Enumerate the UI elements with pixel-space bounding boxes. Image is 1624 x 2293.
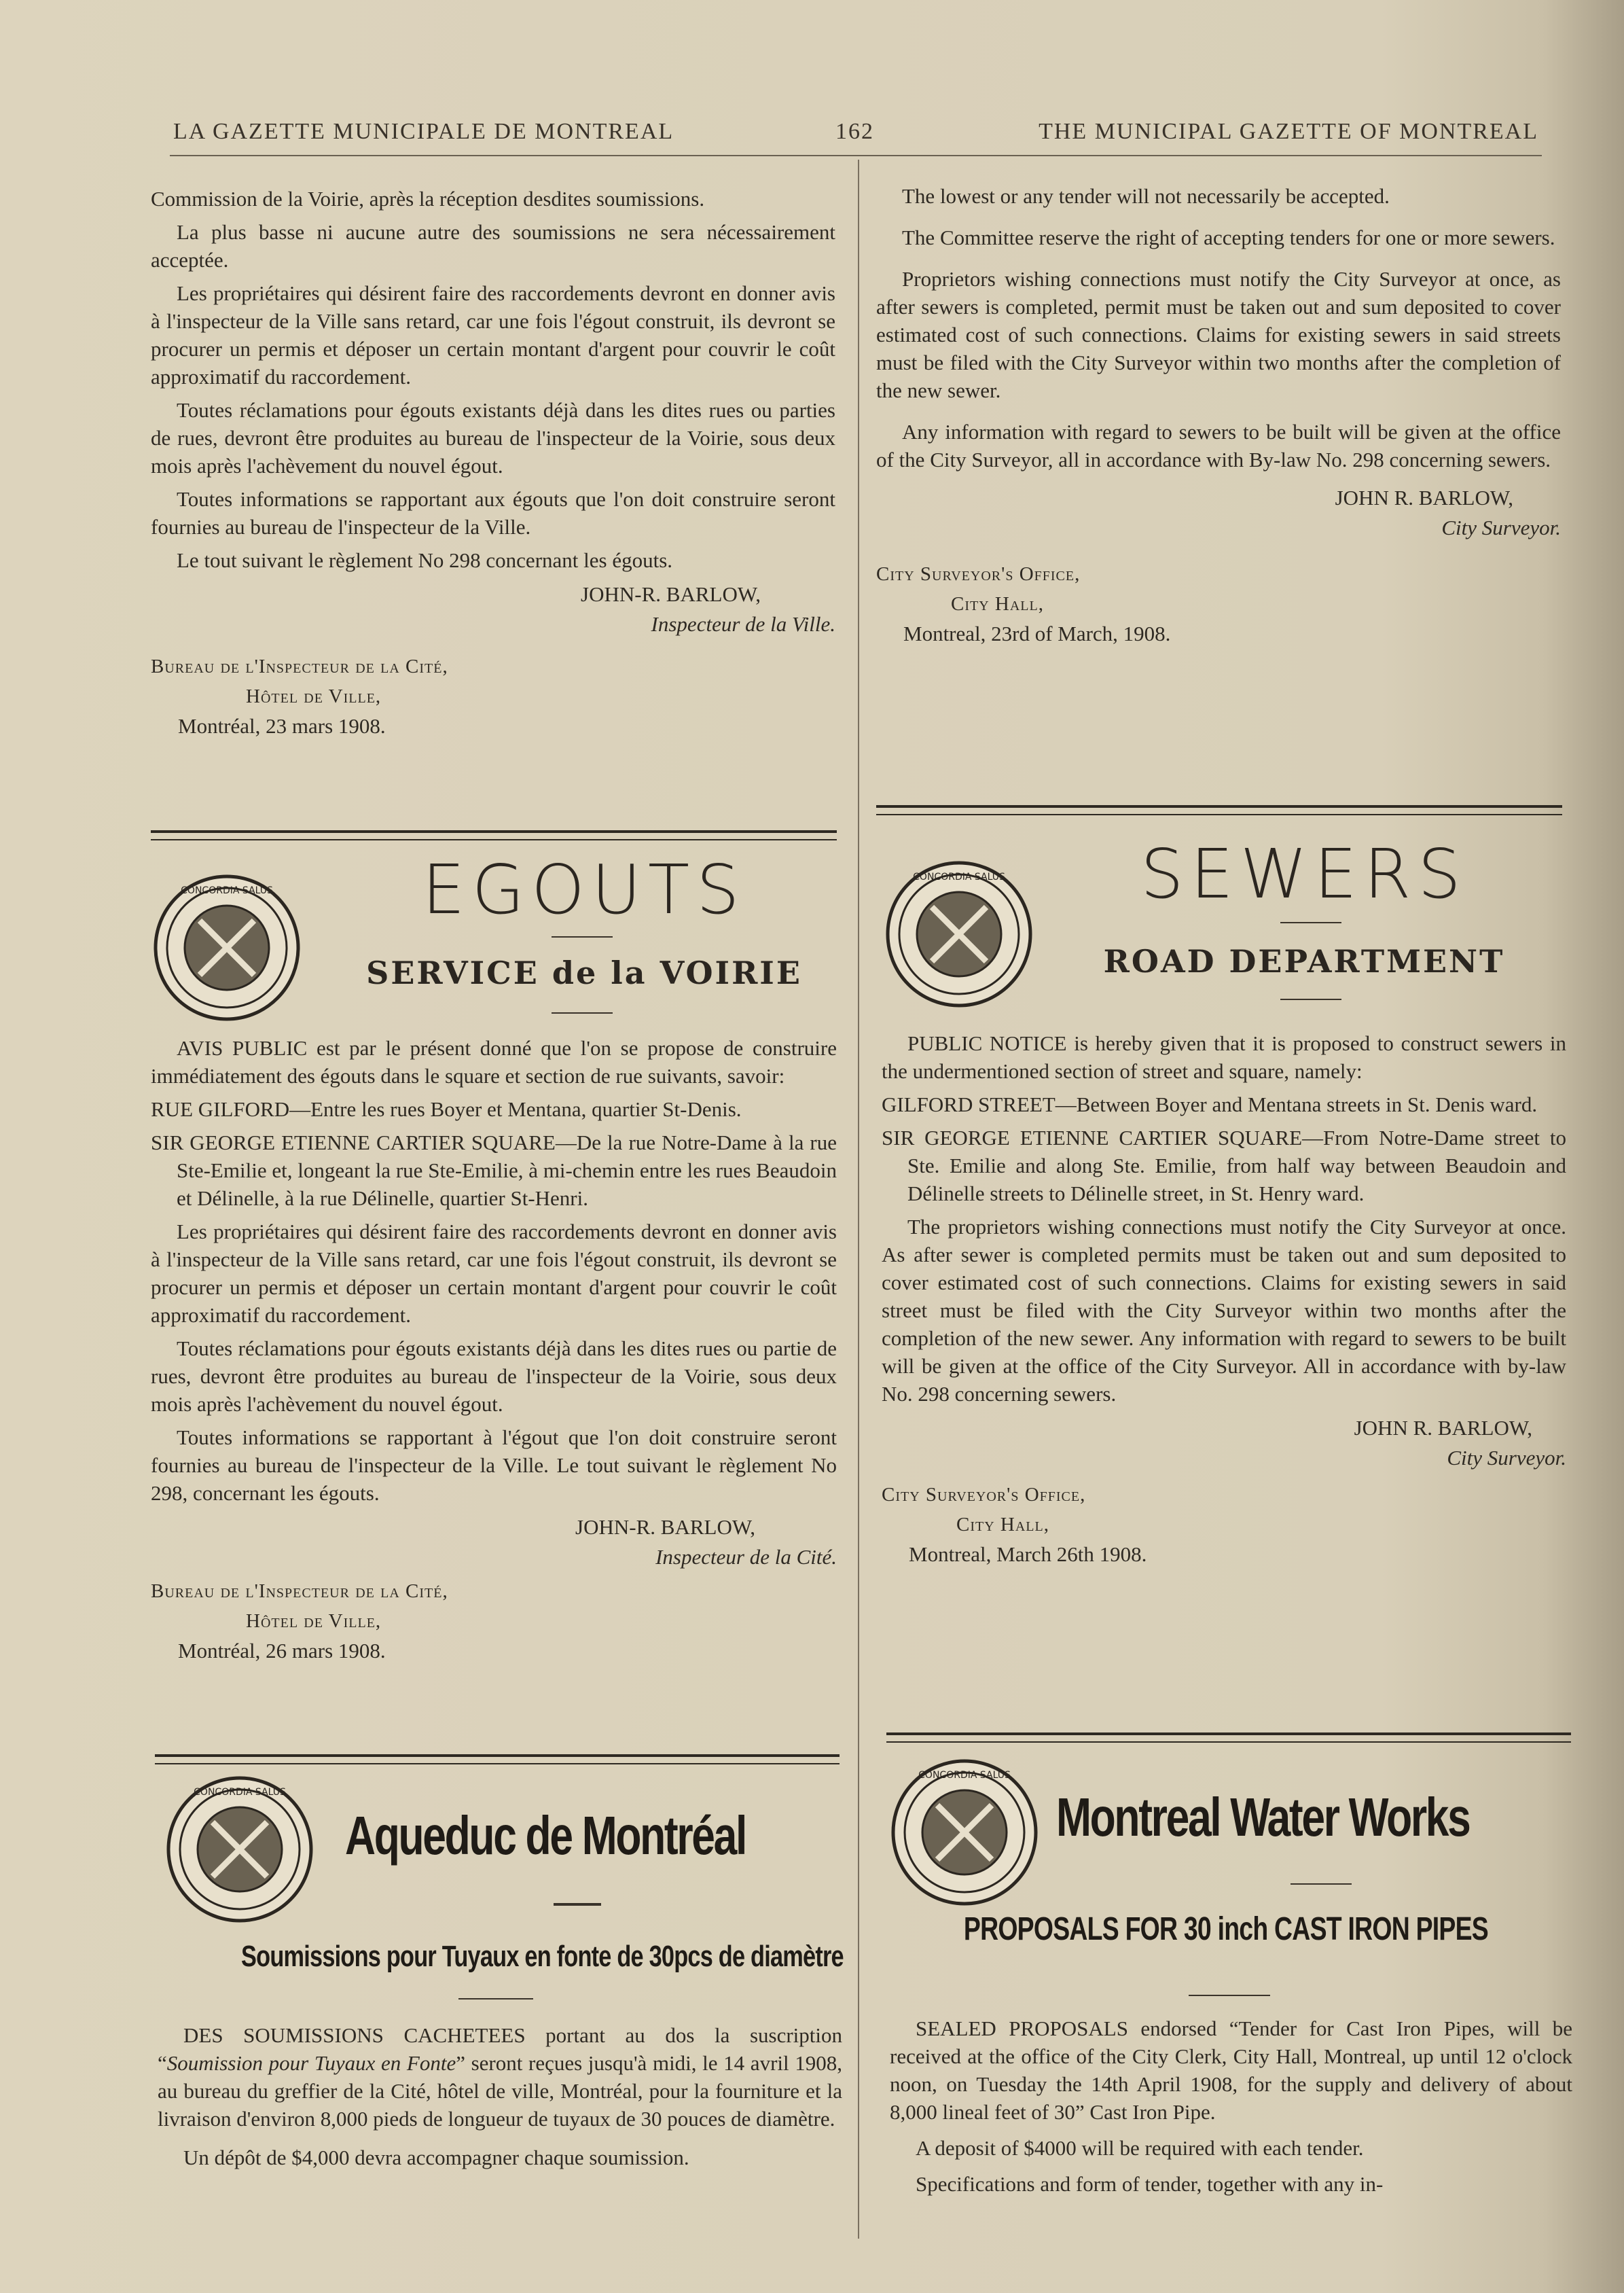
signature-name: JOHN R. BARLOW, [1335, 486, 1513, 510]
title-rule [458, 1998, 533, 1999]
paragraph: Toutes réclamations pour égouts existants déjà dans les dites rues ou parties de rues, devront être produites au bureau de l'inspecteur de la Voirie, sous deux mois après l'achèvement du nouvel égout. [151, 398, 835, 478]
sewers-subtitle: ROAD DEPARTMENT [1103, 943, 1505, 980]
paragraph: Specifications and form of tender, together with any in- [916, 2172, 1384, 2196]
section-divider [886, 1732, 1571, 1743]
column-divider [858, 160, 859, 2239]
waterworks-title: Montreal Water Works [1056, 1787, 1470, 1847]
paragraph: Toutes informations se rapportant à l'égout que l'on doit construire seront fournies au bureau de l'inspecteur de la Ville. Le tout suivant le règlement No 298, concernant les égouts. [151, 1425, 837, 1505]
egouts-notice [151, 1034, 837, 1666]
signature-name: JOHN-R. BARLOW, [581, 582, 761, 606]
header-english-title: THE MUNICIPAL GAZETTE OF MONTREAL [1039, 119, 1538, 144]
signature-title: City Surveyor. [1447, 1446, 1566, 1470]
paragraph: SIR GEORGE ETIENNE CARTIER SQUARE—De la rue Notre-Dame à la rue Ste-Emilie et, longeant la rue Ste-Emilie, à mi-chemin entre les rues Beaudoin et Délinelle, à la rue Délinelle, quartier St-Henri. [151, 1131, 837, 1210]
paragraph [158, 2021, 842, 2133]
page-number: 162 [835, 119, 874, 144]
aqueduc-title: Aqueduc de Montréal [345, 1805, 746, 1866]
seal-motto: CONCORDIA SALUS [918, 1770, 1011, 1781]
city-seal-icon [884, 859, 1034, 1009]
paragraph: The Committee reserve the right of accepting tenders for one or more sewers. [902, 226, 1555, 249]
paragraph: Le tout suivant le règlement No 298 concernant les égouts. [177, 548, 673, 572]
notice-date: Montreal, 23rd of March, 1908. [903, 622, 1171, 645]
sewers-title: SEWERS [1140, 834, 1468, 914]
text-run: Soumission pour Tuyaux en Fonte [166, 2051, 456, 2075]
egouts-subtitle: SERVICE de la VOIRIE [366, 955, 802, 991]
paragraph: Un dépôt de $4,000 devra accompagner chaque soumission. [183, 2146, 689, 2169]
aqueduc-subtitle-text: Soumissions pour Tuyaux en fonte de 30pcs de diamètre [241, 1940, 844, 1973]
paragraph: Les propriétaires qui désirent faire des raccordements devront en donner avis à l'inspecteur de la Ville sans retard, car une fois l'égout construit, ils devront se procurer un permis et déposer un certain montant d'argent pour couvrir le coût approximatif du raccordement. [151, 1220, 837, 1327]
seal-motto: CONCORDIA SALUS [194, 1787, 286, 1798]
paragraph: Commission de la Voirie, après la réception desdites soumissions. [151, 187, 705, 211]
page-header [173, 119, 1538, 153]
paragraph: Proprietors wishing connections must notify the City Surveyor at once, as after sewers is completed, permit must be taken out and sum deposited to cover estimated cost of such connections. Claims for existing sewers in said streets must be filed with the City Surveyor within two months after the completion of the new sewer. [876, 267, 1561, 402]
text-run: ” seront reçues jusqu'à midi, le 14 avril 1908, au bureau du greffier de la Cité, hôtel de ville, Montréal, pour la fourniture et la livraison d'environ 8,000 pieds de longueur de tuyaux de 30 pouces de diamètre. [158, 2051, 842, 2131]
paragraph: AVIS PUBLIC est par le présent donné que l'on se propose de construire immédiatement des égouts dans le square et section de rue suivants, savoir: [151, 1036, 837, 1088]
section-divider [876, 805, 1562, 815]
office-line: Hôtel de Ville, [246, 686, 382, 707]
office-line: Hôtel de Ville, [246, 1610, 382, 1632]
office-line: City Surveyor's Office, [876, 563, 1081, 585]
paragraph: RUE GILFORD—Entre les rues Boyer et Mentana, quartier St-Denis. [151, 1097, 742, 1121]
aqueduc-notice [158, 2021, 842, 2177]
waterworks-subtitle [883, 1910, 1569, 1948]
title-rule [1280, 999, 1341, 1000]
french-continuation-notice [151, 185, 835, 741]
signature-title: Inspecteur de la Ville. [651, 612, 835, 636]
paragraph: A deposit of $4000 will be required with each tender. [916, 2136, 1364, 2160]
section-divider [155, 1754, 840, 1764]
office-line: City Hall, [956, 1514, 1049, 1535]
paragraph: GILFORD STREET—Between Boyer and Mentana streets in St. Denis ward. [882, 1092, 1538, 1116]
paragraph: PUBLIC NOTICE is hereby given that it is proposed to construct sewers in the undermentioned section of street and square, namely: [882, 1031, 1566, 1083]
signature-name: JOHN R. BARLOW, [1354, 1416, 1532, 1440]
sewers-notice [882, 1029, 1566, 1569]
title-rule [554, 1903, 601, 1906]
title-rule [1189, 1995, 1270, 1996]
city-seal-icon [152, 873, 302, 1023]
paragraph: The proprietors wishing connections must notify the City Surveyor at once. As after sewer is completed permits must be taken out and sum deposited to cover estimated cost of such connections. Claims for existing sewers in said street must be filed with the City Surveyor within two months after the completion of the new sewer. Any information with regard to sewers to be built will be given at the office of the City Surveyor. All in accordance with by-law No. 298 concerning sewers. [882, 1215, 1566, 1406]
paragraph: Any information with regard to sewers to be built will be given at the office of the City Surveyor, all in accordance with By-law No. 298 concerning sewers. [876, 420, 1561, 472]
office-line: City Surveyor's Office, [882, 1484, 1086, 1506]
city-seal-icon [165, 1775, 314, 1924]
text-run: DES SOUMISSIONS CACHETEES portant au dos la suscription “ [158, 2023, 842, 2075]
waterworks-subtitle-text: PROPOSALS FOR 30 inch CAST IRON PIPES [963, 1911, 1489, 1947]
paragraph: La plus basse ni aucune autre des soumissions ne sera nécessairement acceptée. [151, 220, 835, 272]
paragraph: Toutes informations se rapportant aux égouts que l'on doit construire seront fournies au bureau de l'inspecteur de la Ville. [151, 487, 835, 539]
signature-name: JOHN-R. BARLOW, [575, 1515, 755, 1539]
seal-motto: CONCORDIA SALUS [913, 872, 1005, 883]
paragraph: Les propriétaires qui désirent faire des raccordements devront en donner avis à l'inspecteur de la Ville sans retard, car une fois l'égout construit, ils devront se procurer un permis et déposer un certain montant d'argent pour couvrir le coût approximatif du raccordement. [151, 281, 835, 389]
title-rule [552, 936, 613, 938]
office-line: Bureau de l'Inspecteur de la Cité, [151, 1580, 448, 1602]
paragraph: Toutes réclamations pour égouts existants déjà dans les dites rues ou partie de rues, devront être produites au bureau de l'inspecteur de la Voirie, sous deux mois après l'achèvement du nouvel égout. [151, 1336, 837, 1416]
city-seal-icon [890, 1758, 1039, 1907]
notice-date: Montréal, 26 mars 1908. [178, 1639, 386, 1663]
aqueduc-subtitle [156, 1940, 842, 1974]
signature-title: City Surveyor. [1441, 516, 1561, 539]
notice-date: Montreal, March 26th 1908. [909, 1542, 1147, 1566]
paragraph: SIR GEORGE ETIENNE CARTIER SQUARE—From Notre-Dame street to Ste. Emilie and along Ste. Emilie, from half way between Beaudoin and Délinelle streets to Délinelle street, in St. Henry ward. [882, 1126, 1566, 1205]
english-continuation-notice [876, 182, 1561, 649]
waterworks-notice [890, 2014, 1572, 2203]
seal-motto: CONCORDIA SALUS [181, 885, 273, 896]
paragraph: SEALED PROPOSALS endorsed “Tender for Cast Iron Pipes, will be received at the office of the City Clerk, City Hall, Montreal, up until 12 o'clock noon, on Tuesday the 14th April 1908, for the supply and delivery of about 8,000 lineal feet of 30” Cast Iron Pipe. [890, 2016, 1572, 2124]
office-line: Bureau de l'Inspecteur de la Cité, [151, 656, 448, 677]
title-rule [552, 1012, 613, 1014]
title-rule [1280, 922, 1341, 923]
egouts-title: EGOUTS [422, 850, 746, 929]
notice-date: Montréal, 23 mars 1908. [178, 714, 386, 738]
title-rule [1291, 1883, 1352, 1885]
office-line: City Hall, [951, 593, 1044, 615]
paragraph: The lowest or any tender will not necessarily be accepted. [902, 184, 1390, 208]
header-french-title: LA GAZETTE MUNICIPALE DE MONTREAL [173, 119, 674, 144]
section-divider [151, 830, 837, 840]
signature-title: Inspecteur de la Cité. [655, 1545, 837, 1569]
header-rule [170, 155, 1542, 156]
